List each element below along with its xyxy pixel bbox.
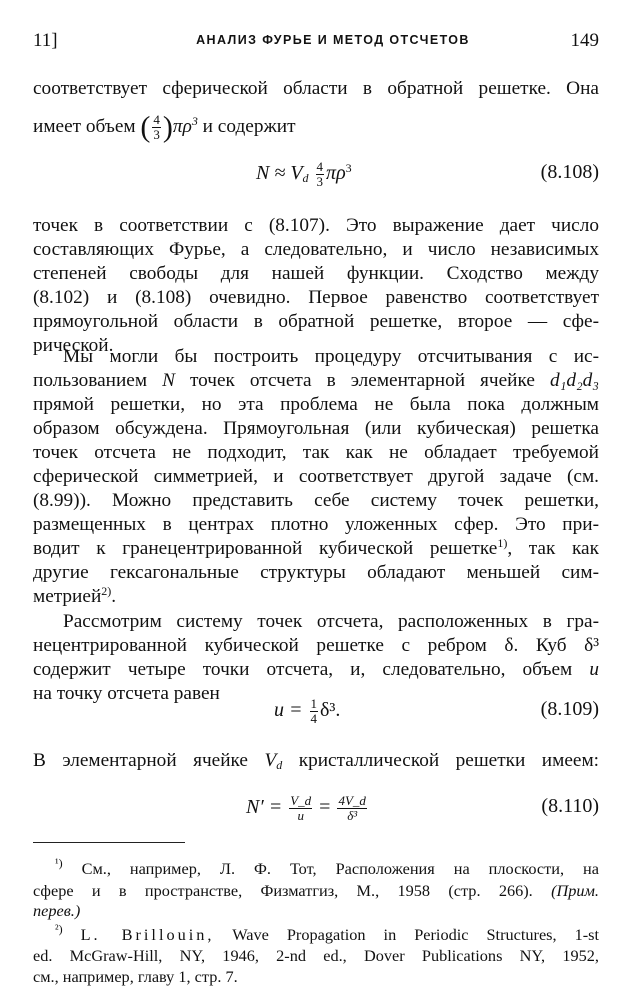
math-pi-rho: $\pi\rho^3$ bbox=[172, 114, 198, 137]
equation-8-110 bbox=[246, 794, 369, 823]
footnote-line: перев.) bbox=[33, 901, 81, 920]
text-line: размещенных в центрах плотно уложенных сфер. Это при- bbox=[33, 514, 599, 535]
text-line: прямой решетки, но эта проблема не была пока должным bbox=[33, 394, 599, 415]
math-v: V bbox=[264, 750, 277, 771]
running-header bbox=[33, 30, 599, 54]
text-line bbox=[33, 537, 599, 561]
text-span: имеет объем bbox=[33, 116, 136, 137]
math-subscript: d bbox=[276, 758, 283, 772]
fraction-denominator: 3 bbox=[316, 174, 324, 189]
text-line: точек в соответствии с (8.107). Это выражение дает число bbox=[33, 215, 599, 236]
text-span: точек отсчета в элементарной ячейке bbox=[189, 370, 535, 391]
text-line: степеней свободы для нашей функции. Сходство между bbox=[33, 263, 599, 284]
fraction bbox=[152, 113, 161, 142]
equation-8-109 bbox=[274, 697, 340, 726]
fraction bbox=[289, 794, 312, 823]
math-lhs: N′ = bbox=[246, 796, 283, 819]
math-lhs: u = bbox=[274, 699, 303, 722]
text-span: См., например, Л. Ф. Тот, Расположения на плоскости, на bbox=[81, 859, 599, 878]
text-span: Мы могли бы построить процедуру отсчитывания с ис- bbox=[63, 346, 599, 367]
equation-number: (8.110) bbox=[541, 795, 599, 817]
text-line: (8.99)). Можно представить себе систему точек решетки, bbox=[33, 490, 599, 511]
footnote-line bbox=[33, 880, 599, 901]
text-line: на точку отсчета равен bbox=[33, 683, 220, 704]
text-line bbox=[33, 658, 599, 682]
text-span: содержит четыре точки отсчета, и, следовательно, объем bbox=[33, 659, 573, 680]
running-title: АНАЛИЗ ФУРЬЕ И МЕТОД ОТСЧЕТОВ bbox=[196, 33, 470, 47]
fraction-denominator: 4 bbox=[310, 711, 317, 726]
fraction bbox=[337, 794, 366, 823]
math-equals: = bbox=[319, 796, 331, 819]
footnote-line bbox=[55, 858, 599, 879]
text-span: Wave Propagation in Periodic Structures, 1-st bbox=[232, 925, 599, 944]
footnote-line bbox=[55, 924, 599, 945]
text-line bbox=[33, 749, 599, 773]
text-line: другие гексагональные структуры обладают меньшей сим- bbox=[33, 562, 599, 583]
text-span: и содержит bbox=[202, 116, 296, 137]
author-name: L. Brillouin, bbox=[80, 925, 215, 944]
text-line: сферической симметрией, и соответствует другой задаче (см. bbox=[33, 466, 599, 487]
math-vd bbox=[264, 750, 282, 771]
footnote-line: см., например, главу 1, стр. 7. bbox=[33, 967, 238, 986]
fraction bbox=[310, 697, 319, 726]
page-number: 149 bbox=[570, 30, 599, 51]
text-span: водит к гранецентрированной кубической решетке bbox=[33, 538, 498, 559]
math-superscript: 3 bbox=[345, 161, 352, 176]
text-line bbox=[33, 369, 599, 393]
fraction-denominator: 3 bbox=[153, 127, 160, 143]
fraction-denominator: δ³ bbox=[347, 808, 358, 823]
equation-8-108 bbox=[256, 160, 352, 189]
text-line: (8.102) и (8.108) очевидно. Первое равенство соответствует bbox=[33, 287, 599, 308]
section-number: 11] bbox=[33, 30, 58, 51]
text-span: . bbox=[111, 586, 117, 607]
text-line: рической. bbox=[33, 335, 114, 356]
text-line bbox=[33, 110, 599, 144]
fraction bbox=[316, 160, 325, 189]
text-line: точек отсчета не подходит, так как не обладает требуемой bbox=[33, 442, 599, 463]
open-paren: ( bbox=[140, 110, 151, 144]
math-rhs: δ³. bbox=[320, 699, 341, 722]
text-span: сфере и в пространстве, Физматгиз, М., 1958 (стр. 266). bbox=[33, 881, 533, 900]
fraction-numerator: 4 bbox=[316, 159, 324, 174]
equation-number: (8.108) bbox=[540, 161, 599, 183]
footnote-ref: 2) bbox=[101, 585, 112, 598]
text-line bbox=[33, 585, 599, 609]
fraction-denominator: u bbox=[297, 808, 304, 823]
math-lhs: N ≈ V bbox=[256, 162, 303, 185]
close-paren: ) bbox=[162, 110, 173, 144]
footnote-marker: ¹) bbox=[55, 858, 63, 870]
footnote-ref: 1) bbox=[497, 537, 508, 550]
text-span: метрией bbox=[33, 586, 102, 607]
footnote-line: ed. McGraw-Hill, NY, 1946, 2-nd ed., Dover Publications NY, 1952, bbox=[33, 946, 599, 965]
text-span: В элементарной ячейке bbox=[33, 750, 248, 771]
text-line: нецентрированной кубической решетке с ребром δ. Куб δ³ bbox=[33, 635, 599, 656]
text-line: составляющих Фурье, а следовательно, и число независимых bbox=[33, 239, 599, 260]
text-line: образом обсуждена. Прямоугольная (или кубическая) решетка bbox=[33, 418, 599, 439]
text-line bbox=[63, 345, 599, 369]
fraction-numerator: V_d bbox=[290, 793, 312, 808]
fraction-numerator: 1 bbox=[310, 696, 317, 711]
fraction-numerator: 4 bbox=[153, 112, 160, 128]
math-d123: d₁d₂d₃ bbox=[549, 370, 599, 391]
text-span: кристаллической решетки имеем: bbox=[298, 750, 599, 771]
footnote-marker: ²) bbox=[55, 924, 63, 936]
text-span: (Прим. bbox=[551, 881, 599, 900]
math-n: N bbox=[162, 370, 175, 391]
math-rhs: πρ bbox=[326, 162, 346, 185]
fraction-numerator: 4V_d bbox=[338, 793, 366, 808]
text-line: соответствует сферической области в обратной решетке. Она bbox=[33, 78, 599, 99]
text-span: , так как bbox=[507, 538, 599, 559]
text-line: прямоугольной области в обратной решетке, второе — сфе- bbox=[33, 311, 599, 332]
math-u: u bbox=[589, 659, 599, 680]
math-subscript: d bbox=[302, 171, 309, 186]
text-line: Рассмотрим систему точек отсчета, расположенных в гра- bbox=[63, 611, 599, 632]
footnote-rule bbox=[33, 842, 185, 843]
text-span: пользованием bbox=[33, 370, 148, 391]
equation-number: (8.109) bbox=[540, 698, 599, 720]
